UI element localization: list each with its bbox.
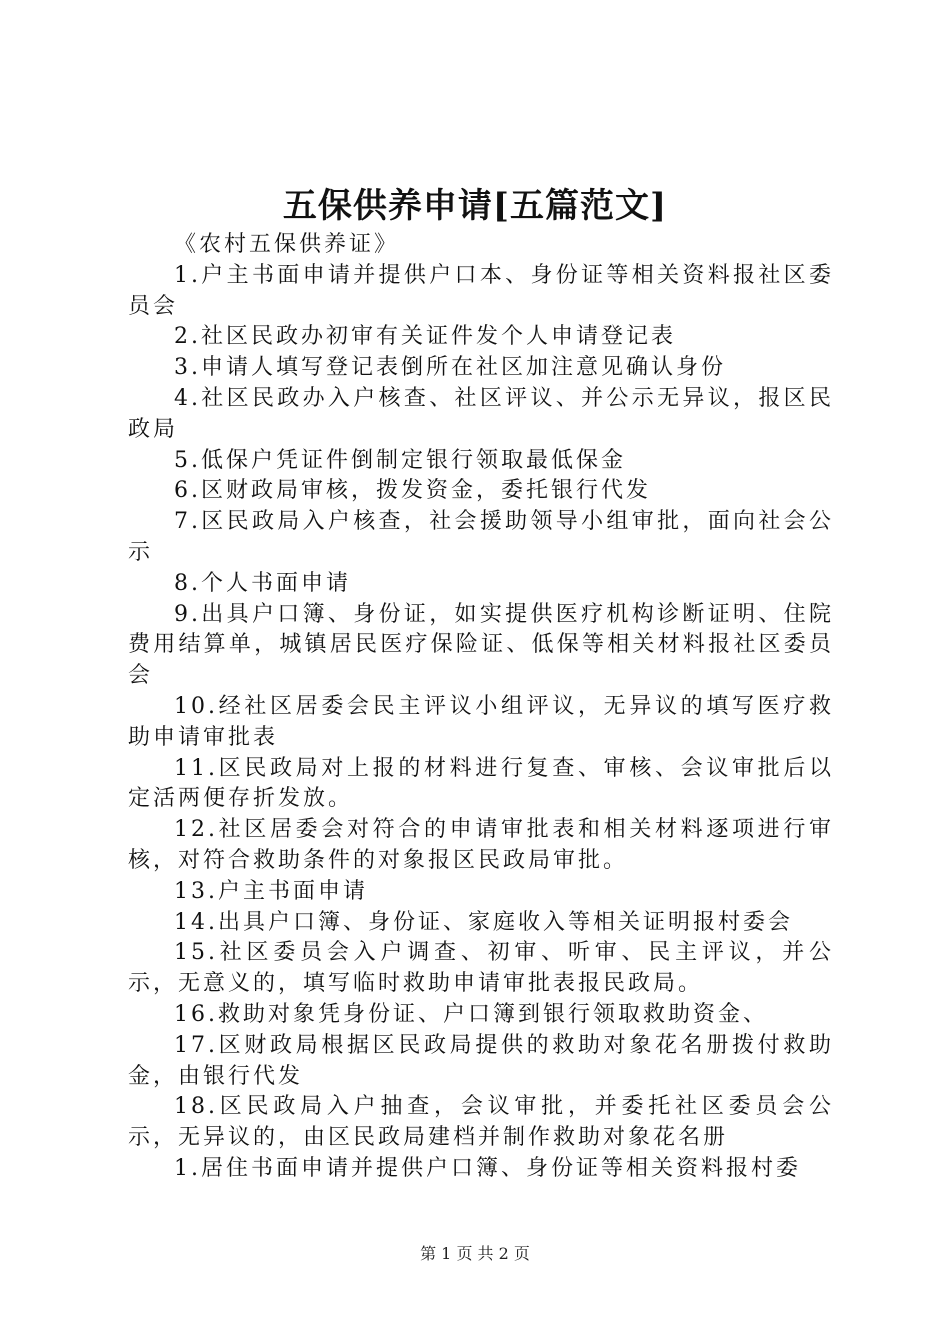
paragraph-9: 9.出具户口簿、身份证，如实提供医疗机构诊断证明、住院费用结算单，城镇居民医疗保险证、低保等相关材料报社区委员会 [128, 601, 834, 689]
paragraph-7: 7.区民政局入户核查，社会援助领导小组审批，面向社会公示 [128, 509, 834, 565]
paragraph-2: 2.社区民政办初审有关证件发个人申请登记表 [174, 324, 676, 350]
paragraph-3: 3.申请人填写登记表倒所在社区加注意见确认身份 [174, 355, 726, 381]
paragraph-14: 14.出具户口簿、身份证、家庭收入等相关证明报村委会 [174, 909, 793, 935]
document-body [128, 230, 834, 1185]
document-subtitle: 《农村五保供养证》 [174, 232, 400, 257]
paragraph-6: 6.区财政局审核，拨发资金，委托银行代发 [174, 478, 651, 504]
paragraph-15: 15.社区委员会入户调查、初审、听审、民主评议，并公示，无意义的，填写临时救助申请审批表报民政局。 [128, 940, 834, 997]
paragraph-1: 1.户主书面申请并提供户口本、身份证等相关资料报社区委员会 [128, 262, 834, 319]
paragraph-13: 13.户主书面申请 [174, 878, 368, 904]
page-footer: 第 1 页 共 2 页 [420, 1244, 530, 1263]
paragraph-8: 8.个人书面申请 [174, 570, 351, 596]
paragraph-10: 10.经社区居委会民主评议小组评议，无异议的填写医疗救助申请审批表 [128, 693, 834, 750]
paragraph-5: 5.低保户凭证件倒制定银行领取最低保金 [174, 447, 626, 473]
paragraph-16: 16.救助对象凭身份证、户口簿到银行领取救助资金、 [174, 1001, 768, 1027]
paragraph-19: 1.居住书面申请并提供户口簿、身份证等相关资料报村委 [174, 1155, 801, 1181]
paragraph-17: 17.区财政局根据区民政局提供的救助对象花名册拨付救助金，由银行代发 [128, 1032, 834, 1089]
page-title: 五保供养申请[五篇范文] [282, 186, 668, 226]
paragraph-11: 11.区民政局对上报的材料进行复查、审核、会议审批后以定活两便存折发放。 [128, 755, 834, 812]
paragraph-18: 18.区民政局入户抽查，会议审批，并委托社区委员会公示，无异议的，由区民政局建档并制作救助对象花名册 [128, 1094, 834, 1151]
paragraph-12: 12.社区居委会对符合的申请审批表和相关材料逐项进行审核，对符合救助条件的对象报区民政局审批。 [128, 817, 834, 873]
paragraph-4: 4.社区民政办入户核查、社区评议、并公示无异议，报区民政局 [128, 385, 834, 442]
